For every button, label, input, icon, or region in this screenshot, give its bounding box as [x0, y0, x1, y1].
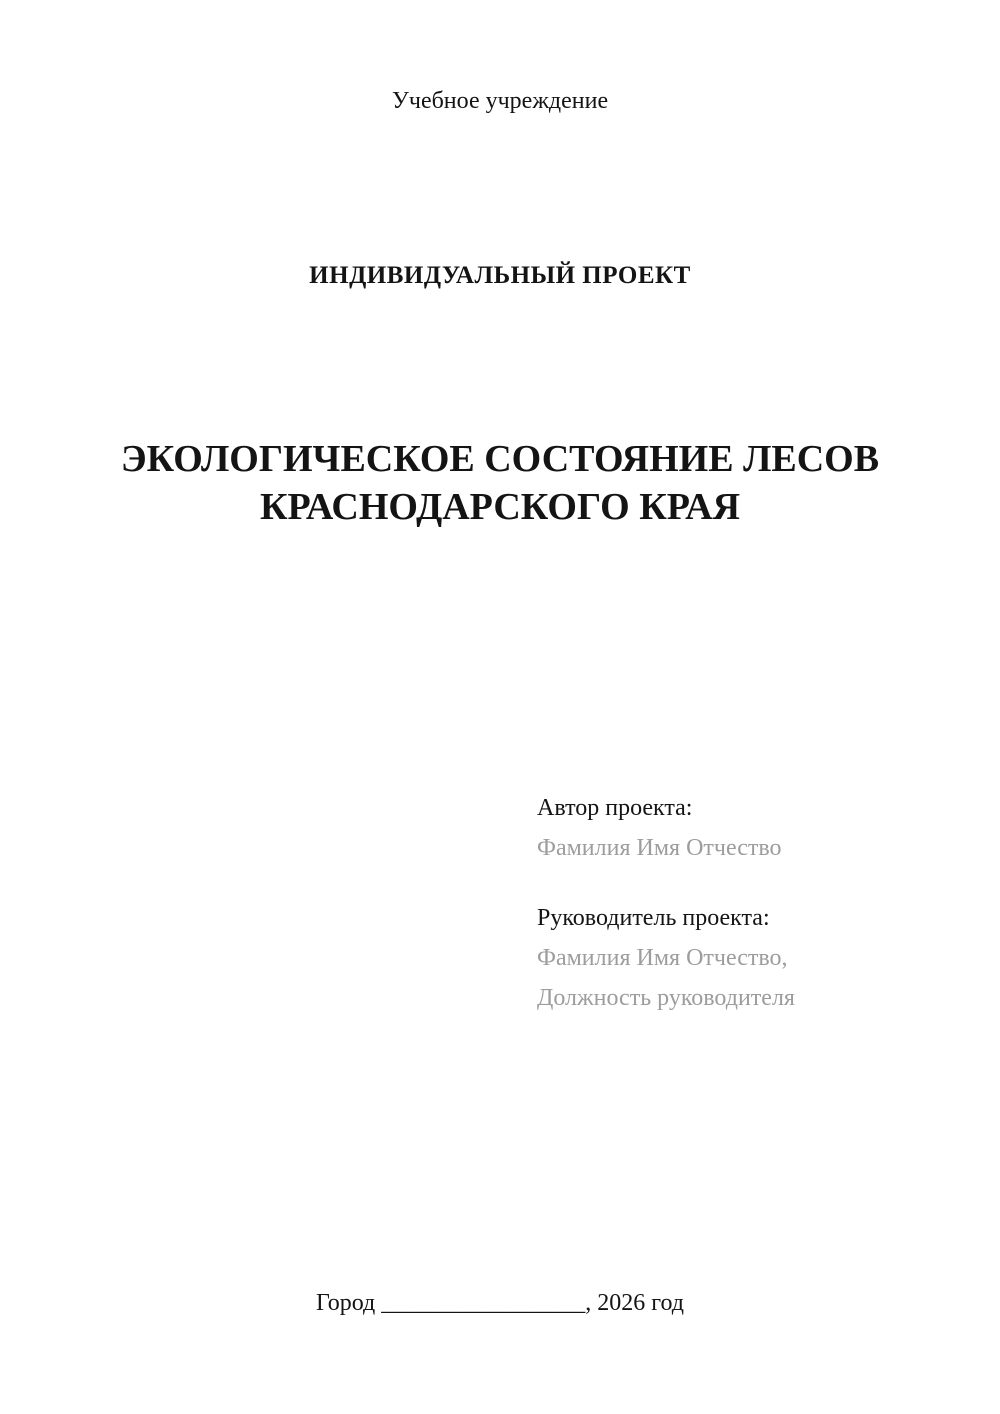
supervisor-label: Руководитель проекта: — [537, 905, 770, 931]
document-type-heading: ИНДИВИДУАЛЬНЫЙ ПРОЕКТ — [309, 262, 691, 289]
author-name-placeholder: Фамилия Имя Отчество — [537, 835, 782, 861]
supervisor-name-placeholder: Фамилия Имя Отчество, — [537, 945, 788, 971]
project-title: ЭКОЛОГИЧЕСКОЕ СОСТОЯНИЕ ЛЕСОВ КРАСНОДАРСКОГО КРАЯ — [120, 438, 880, 528]
credits-block — [537, 788, 795, 1018]
city-year-line: Город _________________, 2026 год — [315, 1290, 685, 1316]
supervisor-position-placeholder: Должность руководителя — [537, 985, 795, 1011]
author-label: Автор проекта: — [537, 795, 693, 821]
credits-gap — [537, 868, 795, 898]
institution-name: Учебное учреждение — [391, 88, 609, 114]
